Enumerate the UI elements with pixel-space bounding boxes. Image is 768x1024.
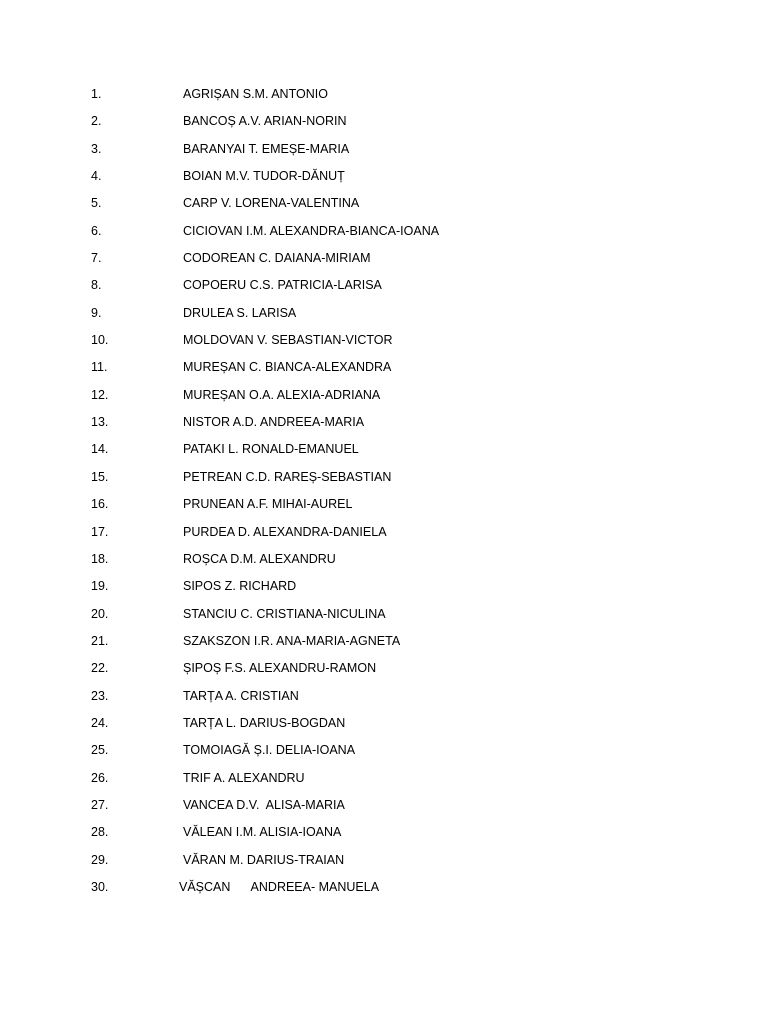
student-name: PETREAN C.D. RAREȘ-SEBASTIAN (183, 469, 392, 484)
item-number: 12. (91, 387, 109, 402)
list-item (0, 439, 768, 466)
item-number: 15. (91, 469, 109, 484)
list-item (0, 330, 768, 357)
student-name: PATAKI L. RONALD-EMANUEL (183, 442, 359, 457)
list-item (0, 850, 768, 877)
list-item (0, 193, 768, 220)
list-item (0, 84, 768, 111)
item-number: 6. (91, 223, 102, 238)
student-name: ȘIPOȘ F.S. ALEXANDRU-RAMON (183, 661, 377, 676)
list-item (0, 139, 768, 166)
student-name: TRIF A. ALEXANDRU (183, 770, 305, 785)
list-item (0, 795, 768, 822)
item-number: 7. (91, 251, 102, 266)
student-name: TOMOIAGĂ Ș.I. DELIA-IOANA (183, 743, 356, 758)
list-item (0, 248, 768, 275)
list-item (0, 385, 768, 412)
item-number: 3. (91, 141, 102, 156)
item-number: 11. (91, 360, 108, 375)
student-name: CODOREAN C. DAIANA-MIRIAM (183, 251, 371, 266)
item-number: 16. (91, 497, 109, 512)
list-item (0, 303, 768, 330)
list-item (0, 768, 768, 795)
list-item (0, 357, 768, 384)
student-name: CICIOVAN I.M. ALEXANDRA-BIANCA-IOANA (183, 223, 440, 238)
item-number: 5. (91, 196, 102, 211)
list-item (0, 467, 768, 494)
item-number: 24. (91, 715, 109, 730)
item-number: 4. (91, 169, 102, 184)
item-number: 14. (91, 442, 109, 457)
item-number: 1. (91, 87, 102, 101)
student-name: BOIAN M.V. TUDOR-DĂNUȚ (183, 169, 345, 184)
student-name: BARANYAI T. EMEȘE-MARIA (183, 141, 350, 156)
student-name: MOLDOVAN V. SEBASTIAN-VICTOR (183, 333, 393, 348)
list-item (0, 412, 768, 439)
item-number: 18. (91, 551, 109, 566)
list-item (0, 576, 768, 603)
item-number: 20. (91, 606, 109, 621)
student-name: VĂȘCAN ANDREEA- MANUELA (179, 879, 380, 894)
list-item (0, 494, 768, 521)
list-item (0, 549, 768, 576)
item-number: 30. (91, 879, 109, 894)
item-number: 25. (91, 743, 109, 758)
item-number: 8. (91, 278, 102, 293)
list-item (0, 658, 768, 685)
item-number: 26. (91, 770, 109, 785)
student-name: VĂLEAN I.M. ALISIA-IOANA (183, 825, 342, 840)
list-item (0, 166, 768, 193)
list-item (0, 221, 768, 248)
student-name: VĂRAN M. DARIUS-TRAIAN (183, 852, 345, 867)
student-name: BANCOȘ A.V. ARIAN-NORIN (183, 114, 347, 129)
student-name: SIPOS Z. RICHARD (183, 579, 297, 594)
list-item (0, 740, 768, 767)
item-number: 27. (91, 797, 109, 812)
student-list (0, 84, 768, 904)
item-number: 10. (91, 333, 109, 348)
list-item (0, 713, 768, 740)
list-item (0, 631, 768, 658)
student-name: NISTOR A.D. ANDREEA-MARIA (183, 415, 365, 430)
item-number: 19. (91, 579, 109, 594)
student-name: PRUNEAN A.F. MIHAI-AUREL (183, 497, 353, 512)
list-item (0, 877, 768, 904)
student-name: TARȚA L. DARIUS-BOGDAN (183, 715, 346, 730)
list-item (0, 111, 768, 138)
list-item (0, 822, 768, 849)
list-item (0, 275, 768, 302)
student-name: DRULEA S. LARISA (183, 305, 297, 320)
student-name: ROȘCA D.M. ALEXANDRU (183, 551, 336, 566)
list-item (0, 522, 768, 549)
item-number: 21. (91, 633, 109, 648)
item-number: 29. (91, 852, 109, 867)
student-name: AGRIȘAN S.M. ANTONIO (183, 87, 328, 101)
item-number: 22. (91, 661, 109, 676)
student-name: SZAKSZON I.R. ANA-MARIA-AGNETA (183, 633, 401, 648)
item-number: 17. (91, 524, 109, 539)
item-number: 9. (91, 305, 102, 320)
list-item (0, 604, 768, 631)
student-name: CARP V. LORENA-VALENTINA (183, 196, 360, 211)
item-number: 23. (91, 688, 109, 703)
student-name: MUREȘAN C. BIANCA-ALEXANDRA (183, 360, 392, 375)
student-name: COPOERU C.S. PATRICIA-LARISA (183, 278, 382, 293)
list-item (0, 686, 768, 713)
student-name: VANCEA D.V. ALISA-MARIA (183, 797, 345, 812)
item-number: 13. (91, 415, 109, 430)
student-name: PURDEA D. ALEXANDRA-DANIELA (183, 524, 387, 539)
student-name: STANCIU C. CRISTIANA-NICULINA (183, 606, 386, 621)
item-number: 28. (91, 825, 109, 840)
student-name: MUREȘAN O.A. ALEXIA-ADRIANA (183, 387, 381, 402)
item-number: 2. (91, 114, 102, 129)
student-name: TARȚA A. CRISTIAN (183, 688, 299, 703)
